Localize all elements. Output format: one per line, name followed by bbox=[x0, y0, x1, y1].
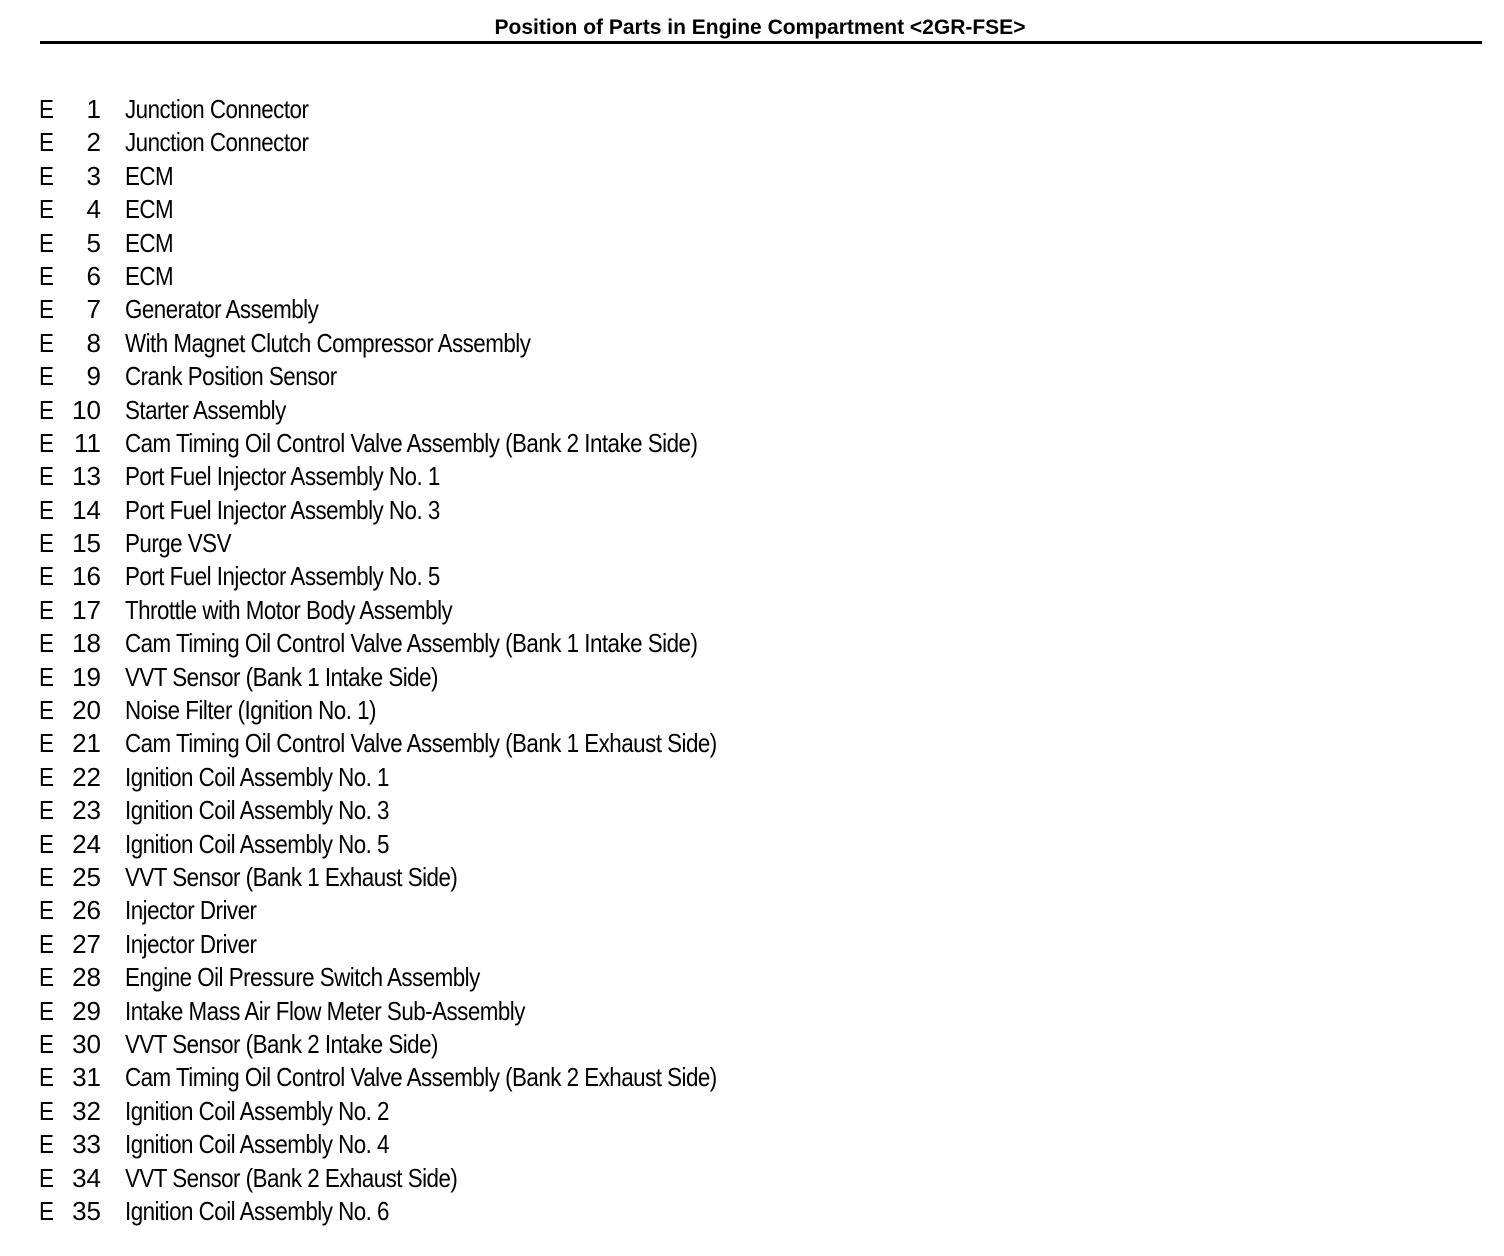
part-connector-prefix: E bbox=[39, 761, 54, 792]
part-row bbox=[0, 894, 1000, 927]
part-connector-prefix: E bbox=[39, 427, 54, 458]
part-name: With Magnet Clutch Compressor Assembly bbox=[125, 327, 531, 358]
part-connector-prefix: E bbox=[39, 695, 54, 726]
part-connector-prefix: E bbox=[39, 1028, 54, 1059]
part-name: Junction Connector bbox=[125, 127, 309, 158]
part-name: Intake Mass Air Flow Meter Sub-Assembly bbox=[125, 995, 525, 1026]
part-row bbox=[0, 928, 1000, 961]
part-connector-prefix: E bbox=[39, 394, 54, 425]
part-connector-prefix: E bbox=[39, 1195, 54, 1226]
part-name: Purge VSV bbox=[125, 528, 231, 559]
part-connector-prefix: E bbox=[39, 227, 54, 258]
part-connector-prefix: E bbox=[39, 294, 54, 325]
part-name: Ignition Coil Assembly No. 4 bbox=[125, 1129, 389, 1160]
part-name: Port Fuel Injector Assembly No. 5 bbox=[125, 561, 440, 592]
part-connector-prefix: E bbox=[39, 561, 54, 592]
part-number: 5 bbox=[86, 227, 101, 258]
part-connector-prefix: E bbox=[39, 127, 54, 158]
part-number: 19 bbox=[72, 661, 101, 692]
part-row bbox=[0, 227, 1000, 260]
part-name: ECM bbox=[125, 194, 174, 225]
page-title: Position of Parts in Engine Compartment <2GR-FSE> bbox=[494, 16, 1026, 39]
part-row bbox=[0, 828, 1000, 861]
part-number: 24 bbox=[72, 828, 101, 859]
part-number: 31 bbox=[72, 1062, 101, 1093]
part-number: 16 bbox=[72, 561, 101, 592]
part-connector-prefix: E bbox=[39, 728, 54, 759]
part-row bbox=[0, 327, 1000, 360]
part-name: ECM bbox=[125, 260, 174, 291]
part-row bbox=[0, 694, 1000, 727]
part-connector-prefix: E bbox=[39, 194, 54, 225]
part-connector-prefix: E bbox=[39, 661, 54, 692]
part-connector-prefix: E bbox=[39, 628, 54, 659]
part-number: 1 bbox=[86, 94, 101, 124]
part-connector-prefix: E bbox=[39, 528, 54, 559]
title-divider bbox=[40, 41, 1482, 44]
part-number: 27 bbox=[72, 928, 101, 959]
part-name: Junction Connector bbox=[125, 94, 309, 124]
part-row bbox=[0, 861, 1000, 894]
part-name: Ignition Coil Assembly No. 3 bbox=[125, 795, 389, 826]
part-name: ECM bbox=[125, 227, 174, 258]
part-number: 4 bbox=[86, 194, 101, 225]
part-row bbox=[0, 293, 1000, 326]
part-connector-prefix: E bbox=[39, 828, 54, 859]
part-connector-prefix: E bbox=[39, 895, 54, 926]
part-row bbox=[0, 394, 1000, 427]
part-connector-prefix: E bbox=[39, 1062, 54, 1093]
part-number: 21 bbox=[72, 728, 101, 759]
part-number: 2 bbox=[86, 127, 101, 158]
part-connector-prefix: E bbox=[39, 995, 54, 1026]
part-connector-prefix: E bbox=[39, 795, 54, 826]
part-name: Crank Position Sensor bbox=[125, 361, 337, 392]
part-row bbox=[0, 494, 1000, 527]
part-name: VVT Sensor (Bank 2 Intake Side) bbox=[125, 1028, 438, 1059]
part-name: Ignition Coil Assembly No. 5 bbox=[125, 828, 389, 859]
part-name: Generator Assembly bbox=[125, 294, 319, 325]
part-connector-prefix: E bbox=[39, 928, 54, 959]
part-name: Throttle with Motor Body Assembly bbox=[125, 594, 453, 625]
part-name: VVT Sensor (Bank 1 Intake Side) bbox=[125, 661, 438, 692]
part-connector-prefix: E bbox=[39, 861, 54, 892]
part-row bbox=[0, 1061, 1000, 1094]
part-name: Starter Assembly bbox=[125, 394, 286, 425]
part-connector-prefix: E bbox=[39, 1162, 54, 1193]
part-connector-prefix: E bbox=[39, 361, 54, 392]
part-connector-prefix: E bbox=[39, 494, 54, 525]
part-name: Ignition Coil Assembly No. 6 bbox=[125, 1195, 389, 1226]
part-number: 7 bbox=[86, 294, 101, 325]
part-connector-prefix: E bbox=[39, 160, 54, 191]
part-number: 22 bbox=[72, 761, 101, 792]
part-number: 6 bbox=[86, 260, 101, 291]
part-number: 17 bbox=[72, 594, 101, 625]
part-connector-prefix: E bbox=[39, 260, 54, 291]
part-row bbox=[0, 93, 1000, 126]
part-number: 13 bbox=[72, 461, 101, 492]
part-row bbox=[0, 1095, 1000, 1128]
part-number: 15 bbox=[72, 528, 101, 559]
part-row bbox=[0, 627, 1000, 660]
part-name: Engine Oil Pressure Switch Assembly bbox=[125, 962, 480, 993]
part-name: Cam Timing Oil Control Valve Assembly (Bank 1 Intake Side) bbox=[125, 628, 698, 659]
part-name: Port Fuel Injector Assembly No. 1 bbox=[125, 461, 440, 492]
part-row bbox=[0, 995, 1000, 1028]
part-number: 29 bbox=[72, 995, 101, 1026]
part-connector-prefix: E bbox=[39, 94, 54, 124]
part-name: Port Fuel Injector Assembly No. 3 bbox=[125, 494, 440, 525]
part-name: VVT Sensor (Bank 1 Exhaust Side) bbox=[125, 861, 458, 892]
part-name: Ignition Coil Assembly No. 1 bbox=[125, 761, 389, 792]
part-number: 10 bbox=[72, 394, 101, 425]
part-number: 9 bbox=[86, 361, 101, 392]
part-number: 18 bbox=[72, 628, 101, 659]
part-row bbox=[0, 427, 1000, 460]
part-row bbox=[0, 460, 1000, 493]
part-row bbox=[0, 1195, 1000, 1228]
part-number: 20 bbox=[72, 695, 101, 726]
part-row bbox=[0, 527, 1000, 560]
part-row bbox=[0, 260, 1000, 293]
part-row bbox=[0, 594, 1000, 627]
part-number: 25 bbox=[72, 861, 101, 892]
part-name: Cam Timing Oil Control Valve Assembly (Bank 2 Exhaust Side) bbox=[125, 1062, 717, 1093]
part-number: 14 bbox=[72, 494, 101, 525]
part-number: 30 bbox=[72, 1028, 101, 1059]
part-name: VVT Sensor (Bank 2 Exhaust Side) bbox=[125, 1162, 458, 1193]
part-connector-prefix: E bbox=[39, 327, 54, 358]
part-number: 28 bbox=[72, 962, 101, 993]
part-number: 26 bbox=[72, 895, 101, 926]
part-row bbox=[0, 961, 1000, 994]
part-connector-prefix: E bbox=[39, 594, 54, 625]
part-row bbox=[0, 794, 1000, 827]
part-name: Ignition Coil Assembly No. 2 bbox=[125, 1095, 389, 1126]
part-name: Injector Driver bbox=[125, 928, 257, 959]
part-connector-prefix: E bbox=[39, 962, 54, 993]
part-row bbox=[0, 1162, 1000, 1195]
part-row bbox=[0, 661, 1000, 694]
part-row bbox=[0, 560, 1000, 593]
part-connector-prefix: E bbox=[39, 1129, 54, 1160]
part-row bbox=[0, 727, 1000, 760]
part-row bbox=[0, 193, 1000, 226]
part-number: 23 bbox=[72, 795, 101, 826]
part-row bbox=[0, 761, 1000, 794]
part-name: Cam Timing Oil Control Valve Assembly (Bank 2 Intake Side) bbox=[125, 427, 698, 458]
part-row bbox=[0, 1028, 1000, 1061]
part-name: Noise Filter (Ignition No. 1) bbox=[125, 695, 376, 726]
part-number: 34 bbox=[72, 1162, 101, 1193]
parts-list bbox=[0, 93, 1000, 1228]
part-row bbox=[0, 1128, 1000, 1161]
part-number: 33 bbox=[72, 1129, 101, 1160]
part-connector-prefix: E bbox=[39, 461, 54, 492]
part-number: 8 bbox=[86, 327, 101, 358]
part-name: ECM bbox=[125, 160, 174, 191]
part-row bbox=[0, 126, 1000, 159]
part-row bbox=[0, 160, 1000, 193]
part-number: 32 bbox=[72, 1095, 101, 1126]
part-connector-prefix: E bbox=[39, 1095, 54, 1126]
part-row bbox=[0, 360, 1000, 393]
part-number: 35 bbox=[72, 1195, 101, 1226]
part-number: 3 bbox=[86, 160, 101, 191]
part-name: Injector Driver bbox=[125, 895, 257, 926]
part-number: 11 bbox=[74, 427, 101, 458]
part-name: Cam Timing Oil Control Valve Assembly (Bank 1 Exhaust Side) bbox=[125, 728, 717, 759]
